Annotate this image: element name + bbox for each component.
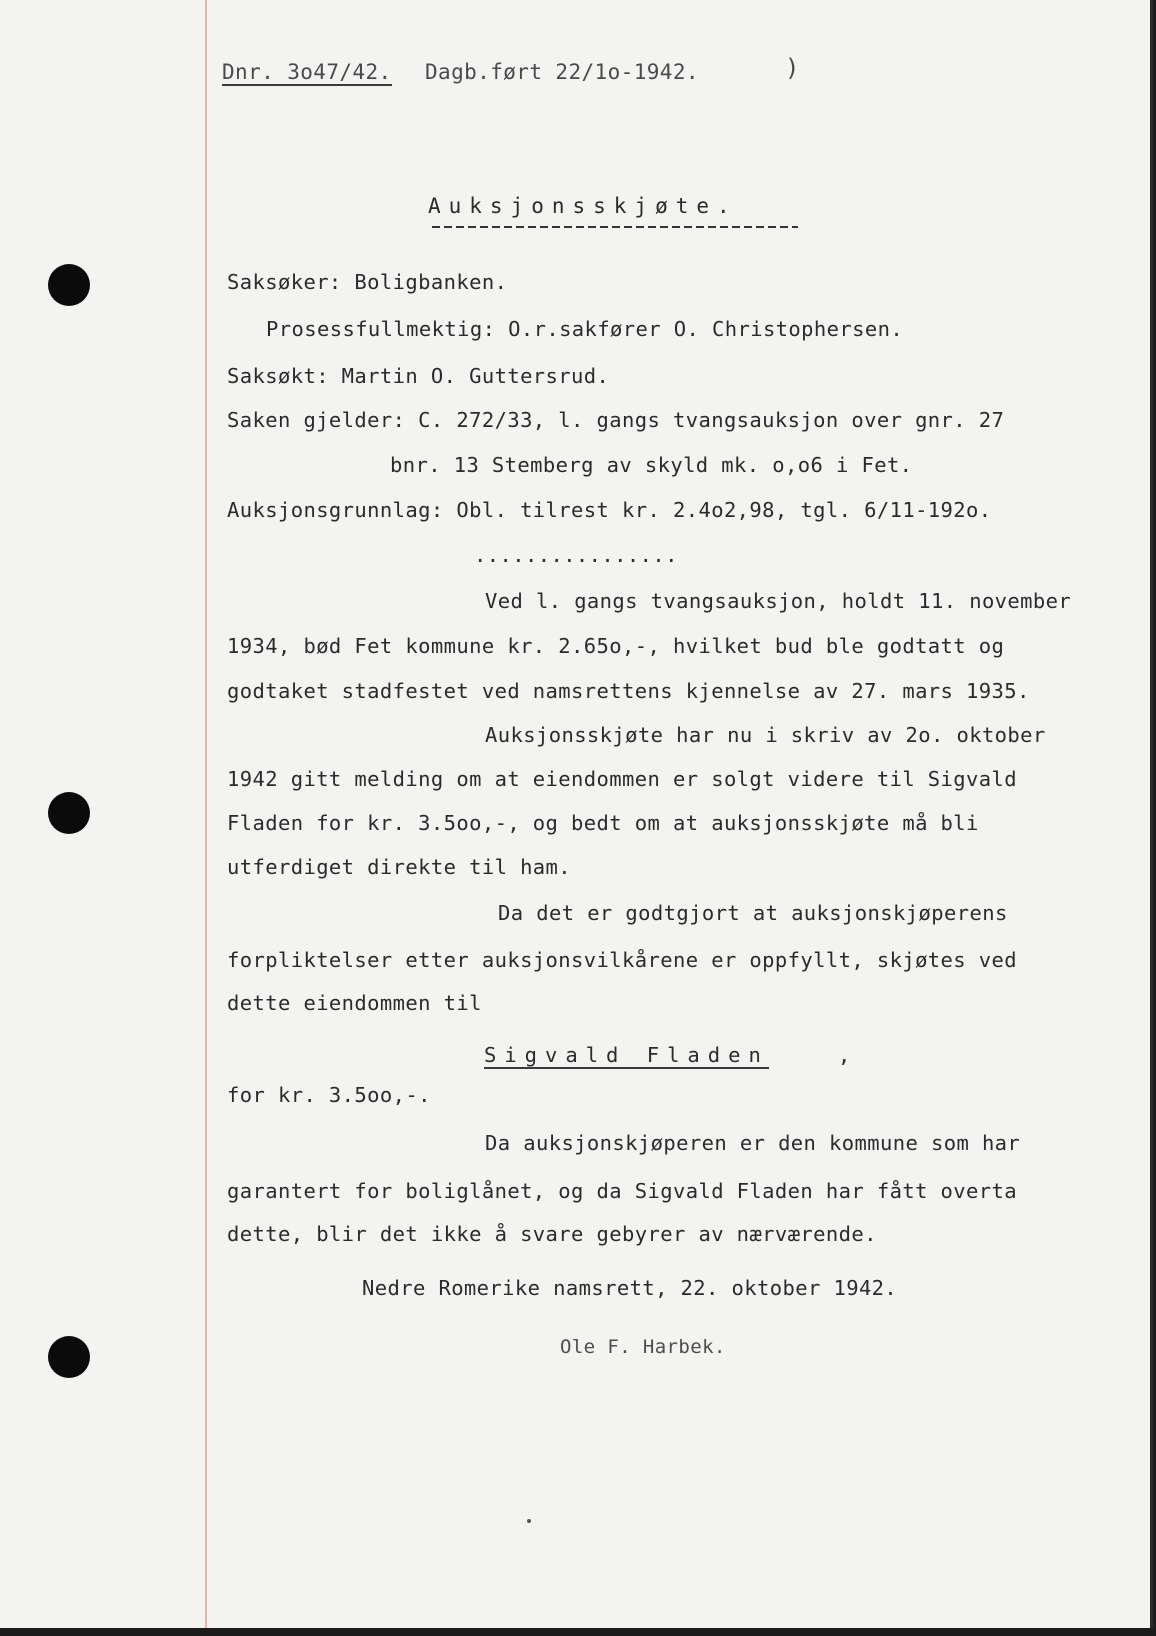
ink-speck — [527, 1519, 531, 1523]
title-underline — [432, 226, 798, 228]
margin-rule — [205, 0, 207, 1628]
paragraph-2-line-3: Fladen for kr. 3.5oo,-, og bedt om at auksjonsskjøte må bli — [227, 811, 979, 835]
paragraph-4-line-3: dette, blir det ikke å svare gebyrer av nærværende. — [227, 1222, 877, 1246]
buyer-name-comma: , — [838, 1043, 851, 1067]
punch-hole — [48, 1336, 90, 1378]
journal-number: Dnr. 3o47/42. — [222, 60, 392, 84]
paragraph-3-line-1: Da det er godtgjort at auksjonskjøperens — [498, 901, 1008, 925]
attorney-line: Prosessfullmektig: O.r.sakfører O. Christophersen. — [266, 317, 904, 341]
pen-mark: ) — [785, 54, 800, 82]
document-title: Auksjonsskjøte. — [428, 194, 738, 218]
plaintiff-line: Saksøker: Boligbanken. — [227, 270, 508, 294]
paragraph-2-line-4: utferdiget direkte til ham. — [227, 855, 572, 879]
auction-basis-line: Auksjonsgrunnlag: Obl. tilrest kr. 2.4o2,98, tgl. 6/11-192o. — [227, 498, 992, 522]
paragraph-3-line-3: dette eiendommen til — [227, 991, 482, 1015]
diary-entry-date: Dagb.ført 22/1o-1942. — [425, 60, 699, 84]
case-line-1: Saken gjelder: C. 272/33, l. gangs tvangsauksjon over gnr. 27 — [227, 408, 1005, 432]
price-line: for kr. 3.5oo,-. — [227, 1083, 431, 1107]
case-line-2: bnr. 13 Stemberg av skyld mk. o,o6 i Fet. — [390, 453, 913, 477]
paragraph-1-line-3: godtaket stadfestet ved namsrettens kjennelse av 27. mars 1935. — [227, 679, 1030, 703]
paragraph-2-line-1: Auksjonsskjøte har nu i skriv av 2o. oktober — [485, 723, 1046, 747]
paragraph-2-line-2: 1942 gitt melding om at eiendommen er solgt videre til Sigvald — [227, 767, 1018, 791]
place-and-date: Nedre Romerike namsrett, 22. oktober 1942. — [362, 1276, 898, 1300]
paragraph-4-line-2: garantert for boliglånet, og da Sigvald Fladen har fått overta — [227, 1179, 1018, 1203]
paragraph-4-line-1: Da auksjonskjøperen er den kommune som har — [485, 1131, 1021, 1155]
signature: Ole F. Harbek. — [560, 1336, 726, 1358]
dotted-separator: ................ — [474, 543, 678, 567]
paragraph-3-line-2: forpliktelser etter auksjonsvilkårene er oppfyllt, skjøtes ved — [227, 948, 1018, 972]
paragraph-1-line-2: 1934, bød Fet kommune kr. 2.65o,-, hvilket bud ble godtatt og — [227, 634, 1005, 658]
buyer-name: Sigvald Fladen — [484, 1043, 769, 1067]
punch-hole — [48, 792, 90, 834]
paragraph-1-line-1: Ved l. gangs tvangsauksjon, holdt 11. november — [485, 589, 1072, 613]
punch-hole — [48, 264, 90, 306]
defendant-line: Saksøkt: Martin O. Guttersrud. — [227, 364, 610, 388]
